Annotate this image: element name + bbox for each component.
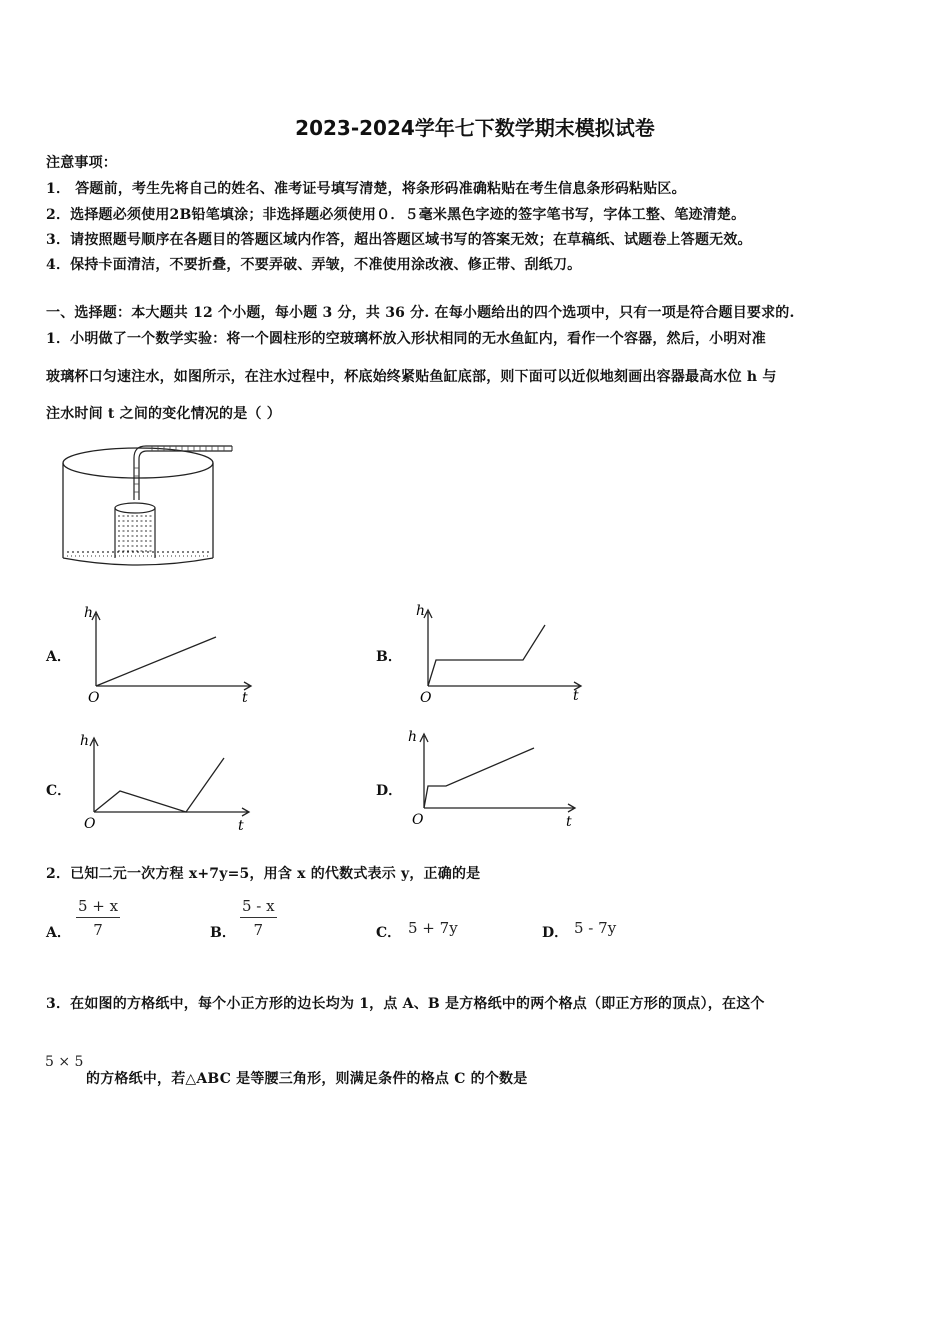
origin-label: O (88, 690, 100, 706)
notice-item-2: 2．选择题必须使用2B铅笔填涂；非选择题必须使用０．５毫米黑色字迹的签字笔书写，字体工整、笔迹清楚。 (46, 207, 746, 223)
t-axis-label: t (566, 814, 572, 830)
notice-heading: 注意事项： (46, 155, 117, 171)
question-2-stem: 2．已知二元一次方程 x+7y=5，用含 x 的代数式表示 y，正确的是 (46, 866, 481, 882)
option-b-graph[interactable] (412, 600, 592, 706)
page-title: 2023-2024学年七下数学期末模拟试卷 (295, 116, 655, 140)
q2-option-c-expression[interactable]: 5 + 7y (408, 919, 458, 937)
question-1-line-2: 玻璃杯口匀速注水，如图所示，在注水过程中，杯底始终紧贴鱼缸底部，则下面可以近似地刻画出容器最高水位 h 与 (46, 369, 777, 385)
h-axis-label: h (416, 603, 426, 619)
q2-option-a-label[interactable]: A． (46, 925, 71, 941)
q2-option-b-label[interactable]: B． (210, 925, 236, 941)
grid-size-expression: 5 × 5 (45, 1054, 84, 1070)
q2-option-d-expression[interactable]: 5 - 7y (574, 919, 617, 937)
question-1-line-1: 1．小明做了一个数学实验：将一个圆柱形的空玻璃杯放入形状相同的无水鱼缸内，看作一个容器，然后，小明对准 (46, 331, 766, 347)
h-axis-label: h (84, 605, 94, 621)
fraction-denominator: 7 (253, 921, 264, 939)
h-axis-label: h (80, 733, 90, 749)
origin-label: O (84, 816, 96, 832)
option-d-label[interactable]: D． (376, 783, 403, 799)
origin-label: O (420, 690, 432, 706)
fraction-numerator: 5 - x (242, 897, 275, 915)
fish-tank-diagram (52, 438, 242, 570)
t-axis-label: t (238, 818, 244, 834)
q2-option-b-fraction[interactable] (240, 897, 277, 939)
section-heading: 一、选择题：本大题共 12 个小题，每小题 3 分，共 36 分. 在每小题给出的四个选项中，只有一项是符合题目要求的. (46, 305, 795, 321)
notice-item-4: 4．保持卡面清洁，不要折叠，不要弄破、弄皱，不准使用涂改液、修正带、刮纸刀。 (46, 257, 582, 273)
origin-label: O (412, 812, 424, 828)
option-c-label[interactable]: C． (46, 783, 72, 799)
q2-option-c-label[interactable]: C． (376, 925, 402, 941)
t-axis-label: t (573, 688, 579, 704)
option-c-graph[interactable] (78, 732, 258, 838)
notice-item-3: 3．请按照题号顺序在各题目的答题区域内作答，超出答题区域书写的答案无效；在草稿纸、试题卷上答题无效。 (46, 232, 752, 248)
notice-item-1: 1． 答题前，考生先将自己的姓名、准考证号填写清楚，将条形码准确粘贴在考生信息条形码粘贴区。 (46, 181, 686, 197)
h-axis-label: h (408, 729, 418, 745)
option-a-graph[interactable] (80, 602, 260, 706)
q2-option-d-label[interactable]: D． (542, 925, 569, 941)
fraction-denominator: 7 (93, 921, 103, 939)
q2-option-a-fraction[interactable] (76, 897, 120, 939)
option-a-label[interactable]: A． (46, 649, 71, 665)
option-b-label[interactable]: B． (376, 649, 402, 665)
option-d-graph[interactable] (406, 728, 586, 834)
t-axis-label: t (242, 690, 248, 706)
question-1-line-3: 注水时间 t 之间的变化情况的是（ ） (46, 406, 281, 422)
question-3-stem: 3．在如图的方格纸中，每个小正方形的边长均为 1，点 A、B 是方格纸中的两个格点（即正方形的顶点），在这个 (46, 996, 765, 1012)
fraction-numerator: 5 + x (78, 897, 119, 915)
question-3-stem-continued: 的方格纸中，若△ABC 是等腰三角形，则满足条件的格点 C 的个数是 (86, 1071, 528, 1087)
